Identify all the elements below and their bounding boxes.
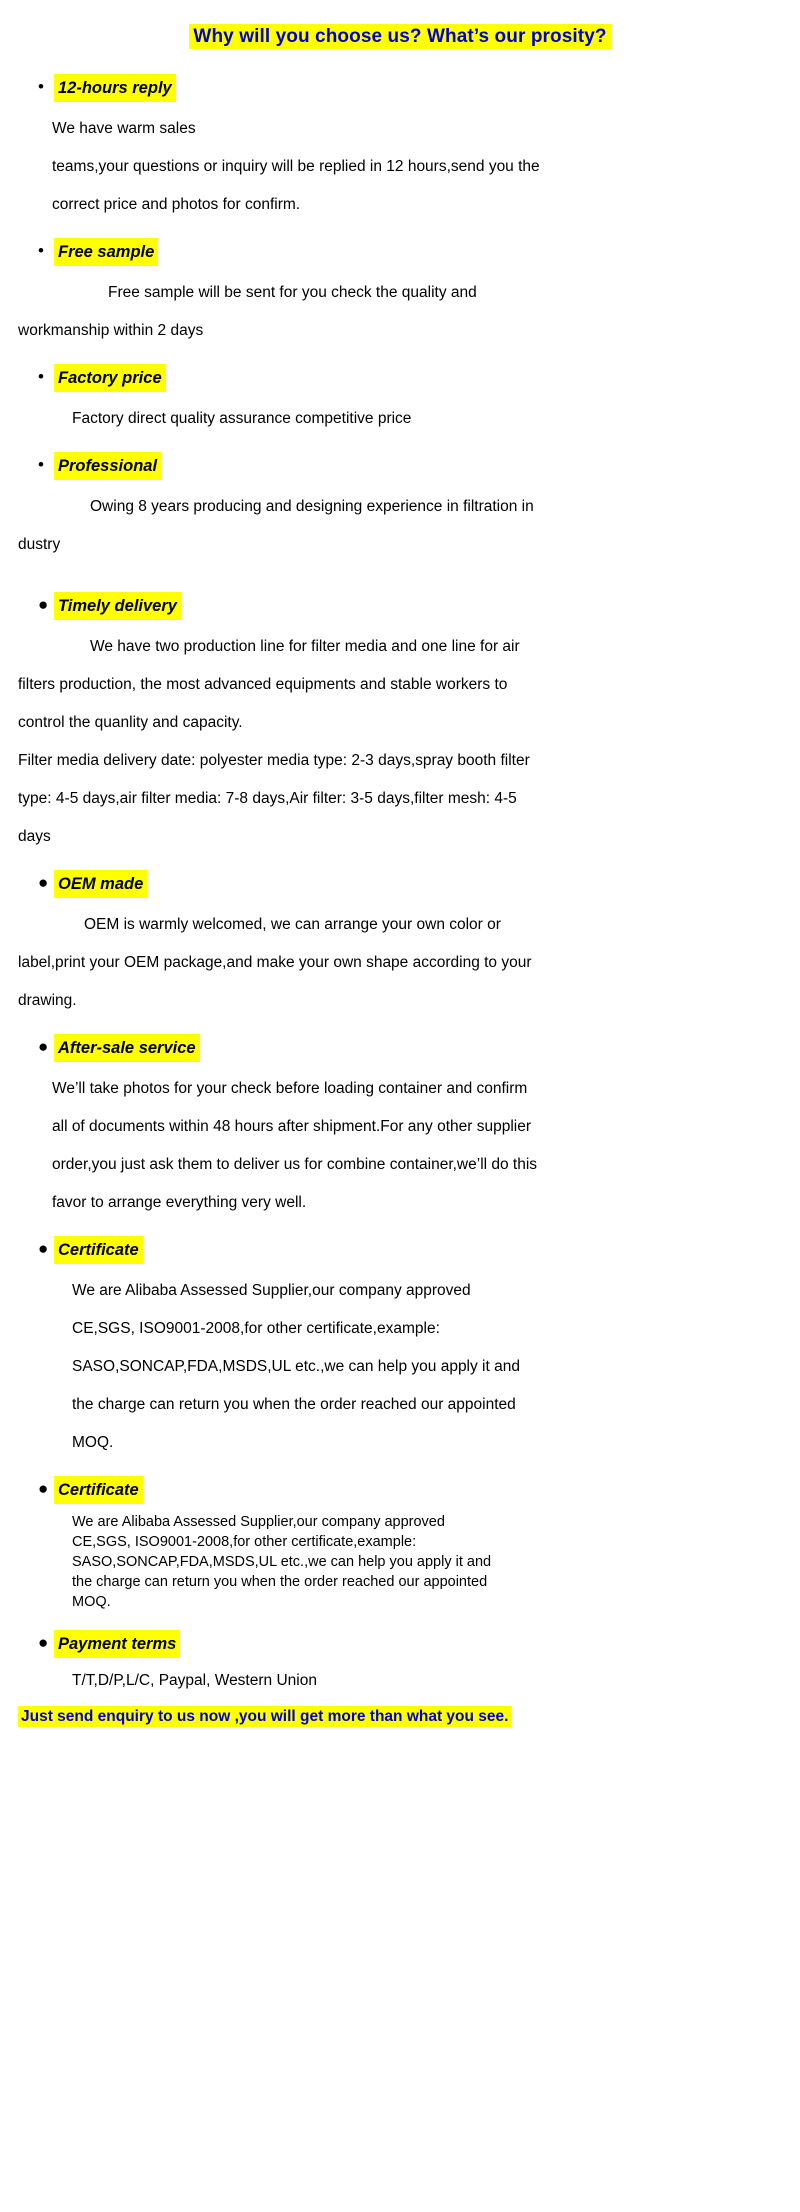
section-body: [0, 1272, 800, 1462]
section-heading: [0, 870, 800, 898]
section-payment-terms: [0, 1630, 800, 1696]
section-body: [0, 274, 800, 350]
section-oem-made: [0, 870, 800, 1020]
section-free-sample: [0, 238, 800, 350]
body-line: Owing 8 years producing and designing experience in filtration in: [90, 498, 534, 515]
section-label: Free sample: [54, 238, 158, 266]
page-title-text: Why will you choose us? What’s our prosity?: [189, 24, 610, 49]
body-line: Filter media delivery date: polyester media type: 2-3 days,spray booth filter: [18, 752, 530, 769]
section-label: Professional: [54, 452, 161, 480]
section-heading: [0, 1236, 800, 1264]
body-line: workmanship within 2 days: [18, 322, 204, 339]
section-factory-price: [0, 364, 800, 438]
body-line: We’ll take photos for your check before loading container and confirm: [52, 1080, 528, 1097]
bullet-icon: •: [38, 367, 44, 386]
section-heading: [0, 452, 800, 480]
body-line: We are Alibaba Assessed Supplier,our company approved: [72, 1514, 445, 1530]
call-to-action: [0, 1708, 800, 1726]
bullet-icon: ●: [38, 1479, 49, 1498]
body-line: Free sample will be sent for you check the quality and: [108, 284, 477, 301]
section-certificate-duplicate: [0, 1476, 800, 1612]
section-professional: [0, 452, 800, 564]
body-line: control the quanlity and capacity.: [18, 714, 243, 731]
section-body: [0, 110, 800, 224]
body-line: We have warm sales: [52, 120, 196, 137]
body-line: MOQ.: [72, 1434, 114, 1451]
body-line: Factory direct quality assurance competitive price: [72, 410, 412, 427]
section-body: [0, 1512, 800, 1612]
body-line: filters production, the most advanced equipments and stable workers to: [18, 676, 508, 693]
body-line: the charge can return you when the order reached our appointed: [72, 1574, 488, 1590]
section-body: [0, 628, 800, 856]
section-heading: [0, 1034, 800, 1062]
bullet-icon: •: [38, 241, 44, 260]
bullet-icon: ●: [38, 1037, 49, 1056]
body-line: type: 4-5 days,air filter media: 7-8 days,Air filter: 3-5 days,filter mesh: 4-5: [18, 790, 517, 807]
section-label: OEM made: [54, 870, 147, 898]
section-label: Certificate: [54, 1236, 143, 1264]
section-body: [0, 906, 800, 1020]
section-heading: [0, 1476, 800, 1504]
section-label: Certificate: [54, 1476, 143, 1504]
body-line: We have two production line for filter media and one line for air: [90, 638, 520, 655]
body-line: teams,your questions or inquiry will be replied in 12 hours,send you the: [52, 158, 540, 175]
body-line: correct price and photos for confirm.: [52, 196, 301, 213]
bullet-icon: ●: [38, 595, 49, 614]
section-after-sale-service: [0, 1034, 800, 1222]
section-certificate: [0, 1236, 800, 1462]
body-line: SASO,SONCAP,FDA,MSDS,UL etc.,we can help you apply it and: [72, 1358, 520, 1375]
bullet-icon: ●: [38, 1633, 49, 1652]
page-title: [0, 26, 800, 48]
section-heading: [0, 238, 800, 266]
section-12-hours-reply: [0, 74, 800, 224]
section-timely-delivery: [0, 592, 800, 856]
section-label: 12-hours reply: [54, 74, 176, 102]
body-line: days: [18, 828, 51, 845]
body-line: all of documents within 48 hours after shipment.For any other supplier: [52, 1118, 532, 1135]
body-line: the charge can return you when the order reached our appointed: [72, 1396, 516, 1413]
section-label: Factory price: [54, 364, 166, 392]
section-heading: [0, 1630, 800, 1658]
bullet-icon: ●: [38, 873, 49, 892]
body-line: OEM is warmly welcomed, we can arrange your own color or: [84, 916, 501, 933]
body-line: We are Alibaba Assessed Supplier,our company approved: [72, 1282, 471, 1299]
section-body: [0, 1666, 800, 1696]
body-line: MOQ.: [72, 1594, 111, 1610]
section-label: Payment terms: [54, 1630, 180, 1658]
bullet-icon: ●: [38, 1239, 49, 1258]
call-to-action-text: Just send enquiry to us now ,you will get more than what you see.: [18, 1706, 511, 1727]
body-line: order,you just ask them to deliver us for combine container,we’ll do this: [52, 1156, 538, 1173]
section-label: After-sale service: [54, 1034, 200, 1062]
body-line: favor to arrange everything very well.: [52, 1194, 307, 1211]
section-label: Timely delivery: [54, 592, 181, 620]
section-body: [0, 400, 800, 438]
section-heading: [0, 592, 800, 620]
section-body: [0, 488, 800, 564]
body-line: dustry: [18, 536, 61, 553]
body-line: CE,SGS, ISO9001-2008,for other certificate,example:: [72, 1320, 440, 1337]
body-line: SASO,SONCAP,FDA,MSDS,UL etc.,we can help you apply it and: [72, 1554, 492, 1570]
section-heading: [0, 74, 800, 102]
body-line: label,print your OEM package,and make your own shape according to your: [18, 954, 532, 971]
bullet-icon: •: [38, 455, 44, 474]
body-line: T/T,D/P,L/C, Paypal, Western Union: [72, 1672, 317, 1689]
section-body: [0, 1070, 800, 1222]
body-line: drawing.: [18, 992, 77, 1009]
body-line: CE,SGS, ISO9001-2008,for other certificate,example:: [72, 1534, 417, 1550]
section-heading: [0, 364, 800, 392]
bullet-icon: •: [38, 77, 44, 96]
